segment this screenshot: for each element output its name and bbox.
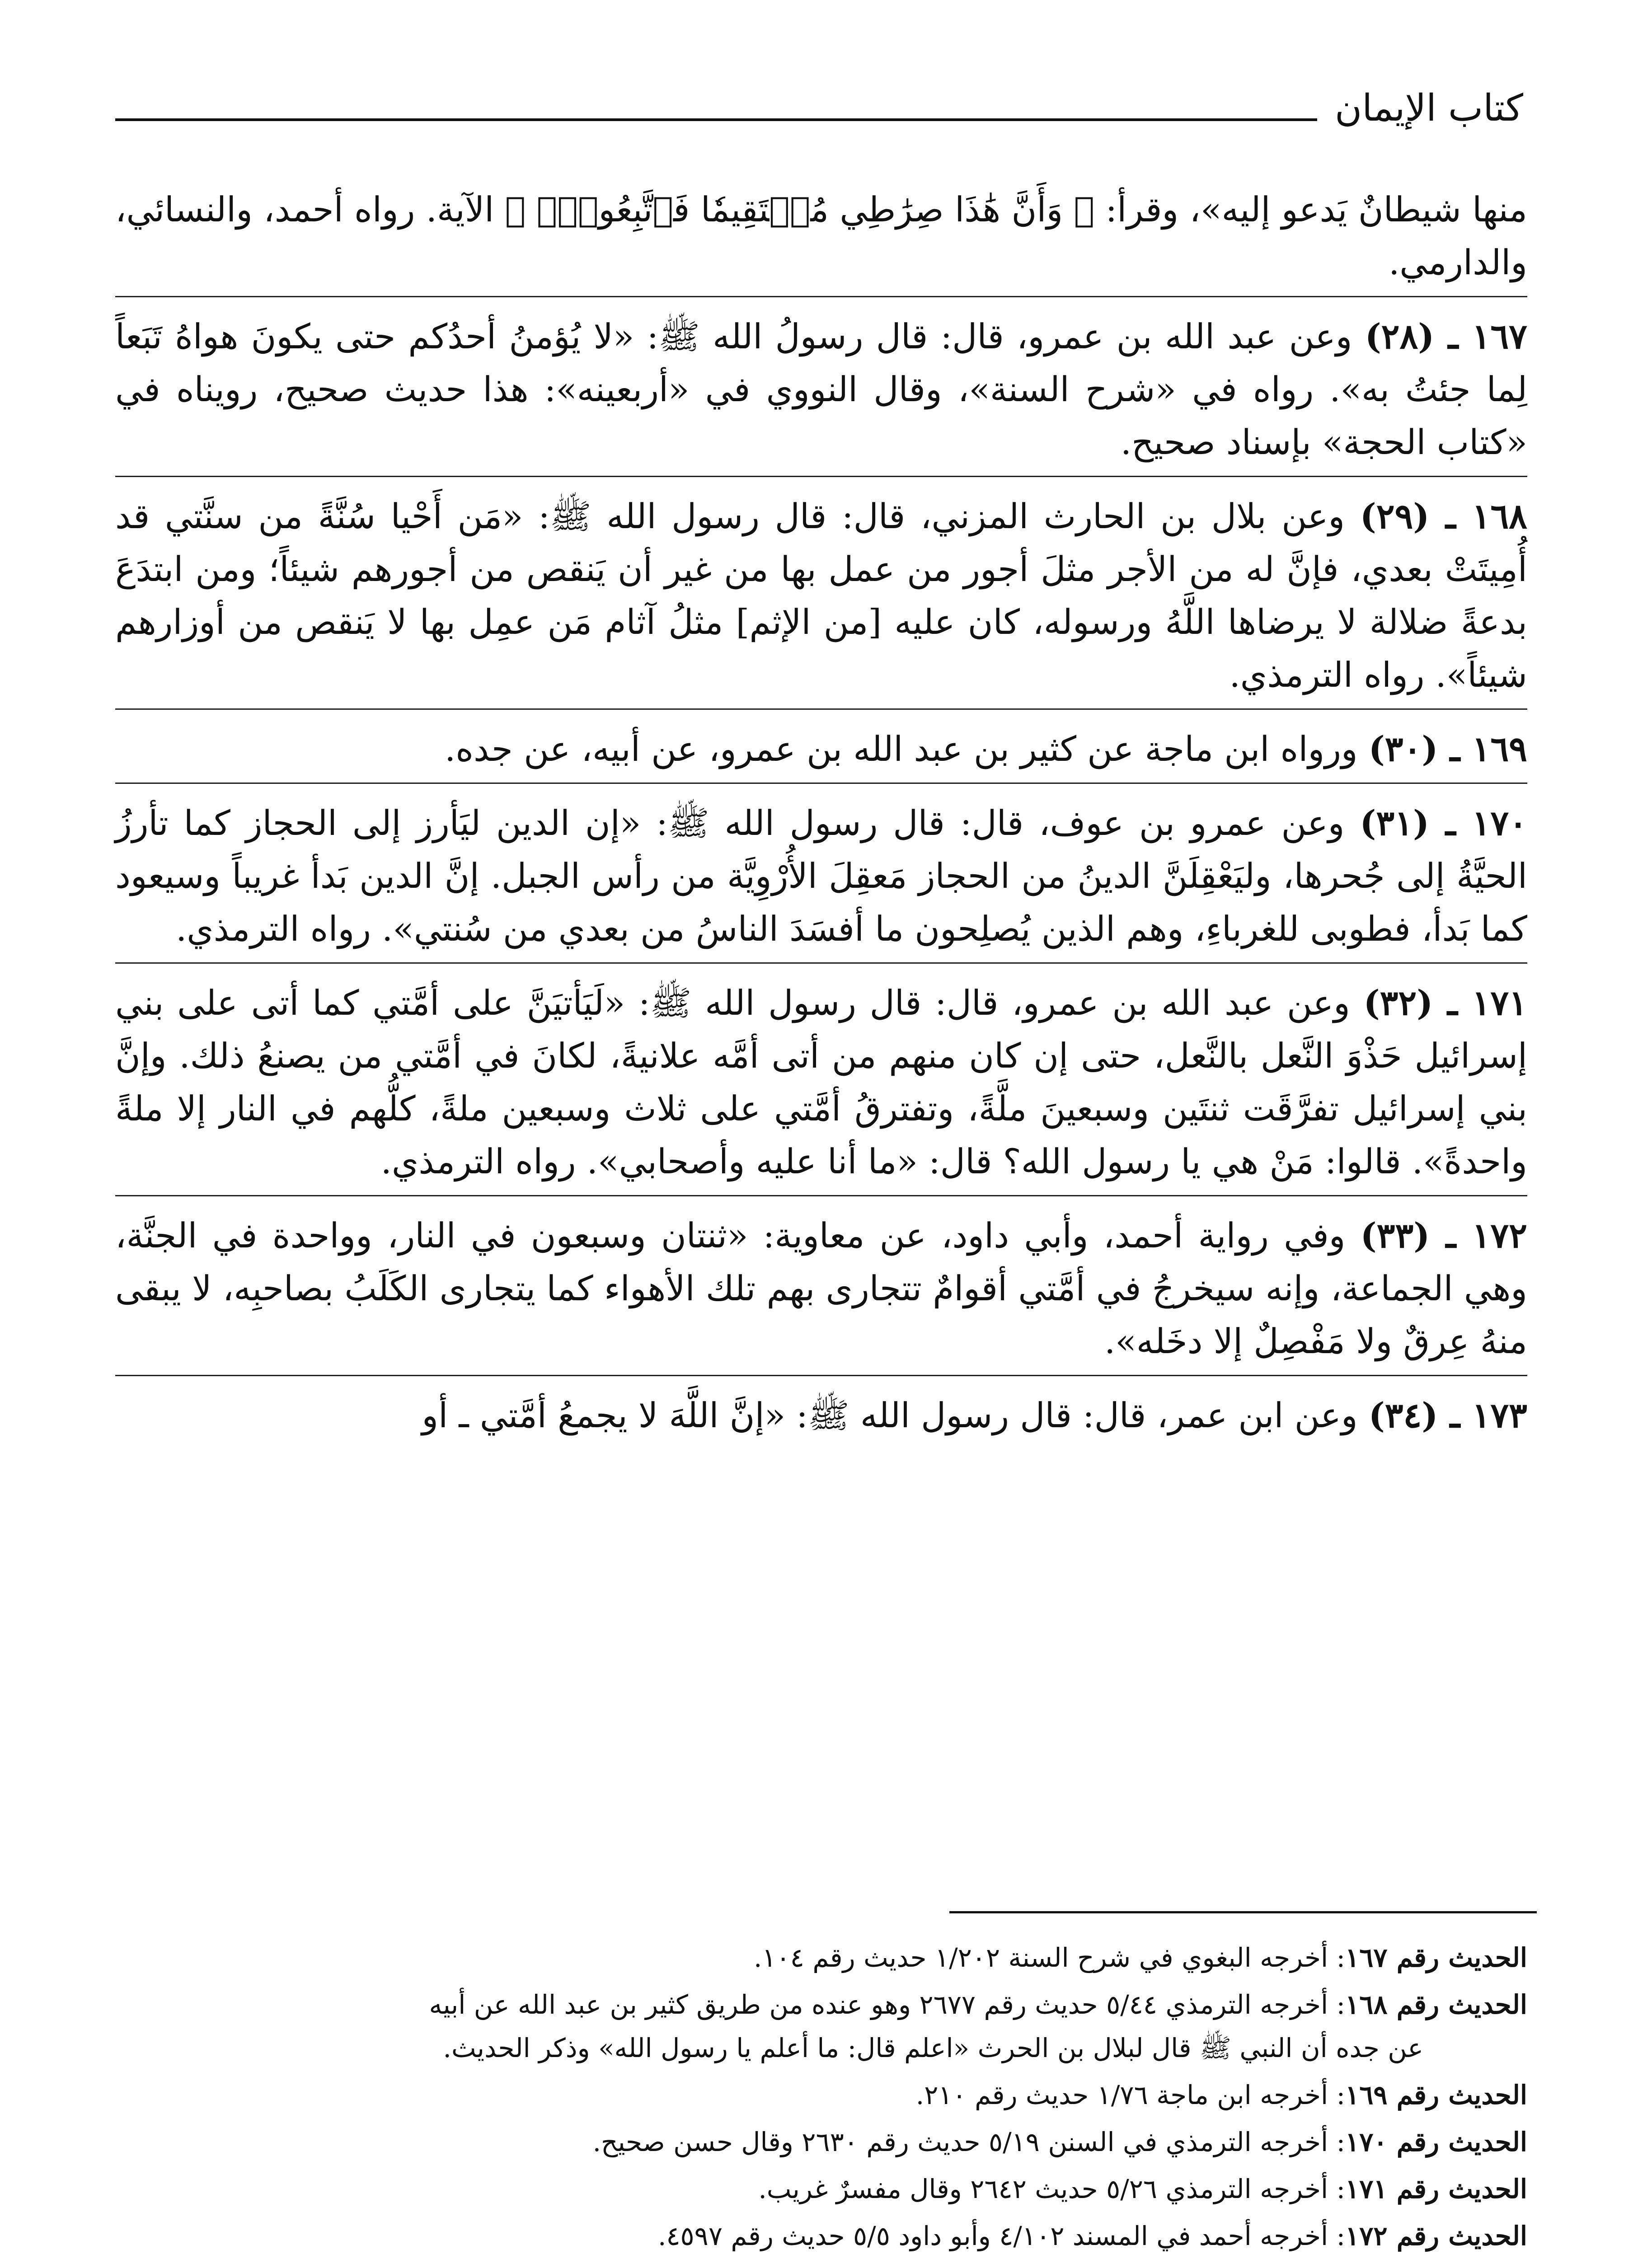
hadith-text: وعن عبد الله بن عمرو، قال: قال رسول الله ﷺ: «لَيَأتيَنَّ على أمَّتي كما أتى على بني إسرائيل حَذْوَ النَّعل بالنَّعل، حتى إن كان منهم من أتى أمَّه علانيةً، لكانَ في أمَّتي من يصنعُ ذلك. وإنَّ بني إسرائيل تفرَّقَت ثنتَين وسبعينَ ملَّةً، وتفترقُ أمَّتي على ثلاث وسبعين ملةً، كلُّهم في النار إلا ملةً واحدةً». قالوا: مَنْ هي يا رسول الله؟ قال: «ما أنا عليه وأصحابي». رواه الترمذي.	[115, 983, 1528, 1181]
footnote-167	[115, 1936, 1527, 1979]
footnote-text: : أخرجه الترمذي ٥/٢٦ حديث ٢٦٤٢ وقال مفسرٌ غريب.	[758, 2174, 1346, 2204]
footnote-text: : أخرجه أحمد في المسند ٤/١٠٢ وأبو داود ٥/٥ حديث رقم ٤٥٩٧.	[657, 2221, 1346, 2251]
footnote-label: الحديث رقم ١٧٠	[1345, 2127, 1527, 2157]
footnote-label: الحديث رقم ١٧١	[1345, 2174, 1527, 2204]
footnote-label: الحديث رقم ١٦٨	[1345, 1989, 1527, 2020]
hadith-173	[115, 1389, 1527, 1449]
hadith-171	[115, 976, 1527, 1196]
hadith-text: وعن عبد الله بن عمرو، قال: قال رسولُ الله ﷺ: «لا يُؤمنُ أحدُكم حتى يكونَ هواهُ تَبَعاً لِما جئتُ به». رواه في «شرح السنة»، وقال النووي في «أربعينه»: هذا حديث صحيح، رويناه في «كتاب الحجة» بإسناد صحيح.	[115, 316, 1527, 462]
hadith-text: وعن ابن عمر، قال: قال رسول الله ﷺ: «إنَّ اللَّهَ لا يجمعُ أمَّتي ـ أو	[422, 1395, 1369, 1435]
hadith-167	[115, 310, 1527, 477]
hadith-number: ١٧٣ ـ (٣٤)	[1368, 1395, 1527, 1435]
footnote-label: الحديث رقم ١٦٧	[1345, 1942, 1527, 1973]
hadith-number: ١٦٧ ـ (٢٨)	[1365, 316, 1527, 356]
footnotes	[115, 1936, 1527, 2259]
footnote-text: : أخرجه البغوي في شرح السنة ١/٢٠٢ حديث رقم ١٠٤.	[753, 1942, 1346, 1973]
hadith-170	[115, 797, 1527, 964]
hadith-text: ورواه ابن ماجة عن كثير بن عبد الله بن عمرو، عن أبيه، عن جده.	[445, 729, 1369, 769]
footnote-text: : أخرجه الترمذي في السنن ٥/١٩ حديث رقم ٢٦٣٠ وقال حسن صحيح.	[592, 2127, 1346, 2157]
hadith-172	[115, 1209, 1527, 1376]
footnote-168	[115, 1983, 1527, 2070]
hadith-text: وعن عمرو بن عوف، قال: قال رسول الله ﷺ: «إن الدين ليَأرز إلى الحجاز كما تأرزُ الحيَّةُ إلى جُحرها، وليَعْقِلَنَّ الدينُ من الحجاز مَعقِلَ الأُرْوِيَّة من رأس الجبل. إنَّ الدين بَدأ غريباً وسيعود كما بَدأ، فطوبى للغرباءِ، وهم الذين يُصلِحون ما أفسَدَ الناسُ من بعدي من سُنتي». رواه الترمذي.	[115, 803, 1527, 949]
main-text	[115, 183, 1527, 1462]
hadith-text: وعن بلال بن الحارث المزني، قال: قال رسول الله ﷺ: «مَن أَحْيا سُنَّةً من سنَّتي قد أُمِيتَتْ بعدي، فإنَّ له من الأجر مثلَ أجور من عمل بها من غير أن يَنقص من أجورهم شيئاً؛ ومن ابتدَعَ بدعةً ضلالة لا يرضاها اللَّهُ ورسوله، كان عليه [من الإثم] مثلُ آثام مَن عمِل بها لا يَنقص من أوزارهم شيئاً». رواه الترمذي.	[115, 496, 1527, 695]
footnote-label: الحديث رقم ١٧٢	[1345, 2221, 1527, 2251]
footnote-separator	[949, 1911, 1537, 1913]
footnote-169	[115, 2073, 1527, 2117]
hadith-169	[115, 722, 1527, 784]
hadith-number: ١٦٨ ـ (٢٩)	[1360, 496, 1527, 536]
footnote-text: : أخرجه ابن ماجة ١/٧٦ حديث رقم ٢١٠.	[915, 2080, 1346, 2110]
running-header-title: كتاب الإيمان	[1334, 87, 1523, 130]
footnote-label: الحديث رقم ١٦٩	[1345, 2080, 1527, 2110]
intro-paragraph	[115, 183, 1527, 297]
hadith-number: ١٧٠ ـ (٣١)	[1360, 803, 1528, 843]
intro-text: منها شيطانٌ يَدعو إليه»، وقرأ: ﴿ وَأَنَّ هَٰذَا صِرَٰطِي مُسۡتَقِيمٗا فَٱتَّبِعُوهُۖ ﴾ الآية. رواه أحمد، والنسائي، والدارمي.	[115, 189, 1527, 282]
hadith-number: ١٧١ ـ (٣٢)	[1363, 983, 1527, 1023]
hadith-168	[115, 490, 1527, 710]
footnote-continuation: عن جده أن النبي ﷺ قال لبلال بن الحرث «اعلم قال: ما أعلم يا رسول الله» وذكر الحديث.	[443, 2033, 1423, 2063]
hadith-number: ١٧٢ ـ (٣٣)	[1360, 1215, 1527, 1256]
header-rule	[115, 118, 1317, 121]
footnote-text: : أخرجه الترمذي ٥/٤٤ حديث رقم ٢٦٧٧ وهو عنده من طريق كثير بن عبد الله عن أبيه	[429, 1989, 1346, 2020]
hadith-number: ١٦٩ ـ (٣٠)	[1368, 729, 1527, 769]
footnote-171	[115, 2167, 1527, 2211]
footnote-172	[115, 2214, 1527, 2258]
footnote-170	[115, 2120, 1527, 2164]
hadith-text: وفي رواية أحمد، وأبي داود، عن معاوية: «ثنتان وسبعون في النار، وواحدة في الجنَّة، وهي الجماعة، وإنه سيخرجُ في أمَّتي أقوامٌ تتجارى بهم تلك الأهواء كما يتجارى الكَلَبُ بصاحبِه، لا يبقى منهُ عِرقٌ ولا مَفْصِلٌ إلا دخَله».	[115, 1215, 1527, 1361]
